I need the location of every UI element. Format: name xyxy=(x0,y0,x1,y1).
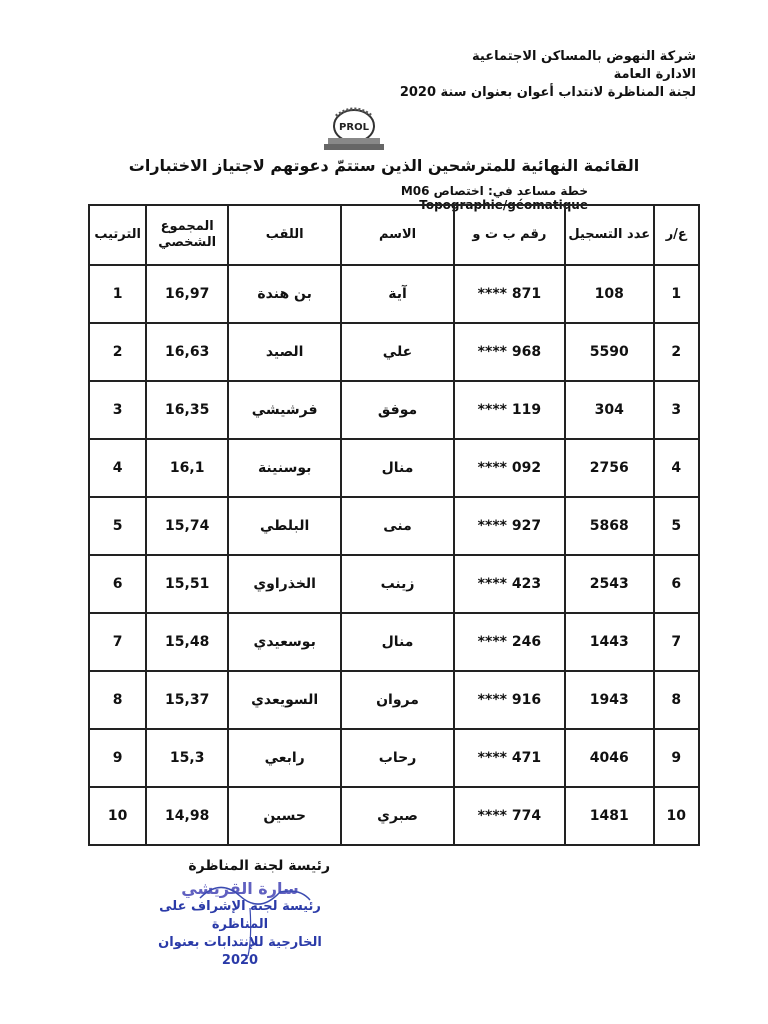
cell-id-number: **** 968 xyxy=(454,323,565,381)
table-header-row xyxy=(89,205,699,265)
cell-rank: 8 xyxy=(89,671,146,729)
table-row xyxy=(89,555,699,613)
cell-no: 4 xyxy=(654,439,700,497)
cell-score: 16,35 xyxy=(146,381,228,439)
signature-title: رئيسة لجنة المناظرة xyxy=(188,858,330,874)
cell-registration: 1443 xyxy=(565,613,654,671)
cell-first-name: موفق xyxy=(341,381,454,439)
cell-first-name: منال xyxy=(341,613,454,671)
cell-first-name: منال xyxy=(341,439,454,497)
cell-score: 15,74 xyxy=(146,497,228,555)
company-header xyxy=(376,48,696,102)
cell-score: 14,98 xyxy=(146,787,228,845)
header-id-number: رقم ب ت و xyxy=(454,205,565,265)
header-no: ع/ر xyxy=(654,205,700,265)
cell-id-number: **** 119 xyxy=(454,381,565,439)
cell-surname: حسين xyxy=(228,787,341,845)
cell-surname: بوسنينة xyxy=(228,439,341,497)
cell-id-number: **** 916 xyxy=(454,671,565,729)
cell-surname: فرشيشي xyxy=(228,381,341,439)
cell-score: 15,48 xyxy=(146,613,228,671)
table-row xyxy=(89,613,699,671)
cell-registration: 5590 xyxy=(565,323,654,381)
cell-id-number: **** 423 xyxy=(454,555,565,613)
cell-id-number: **** 774 xyxy=(454,787,565,845)
department-name: الادارة العامة xyxy=(613,67,696,82)
stamp-name: سارة القريشي xyxy=(181,879,299,898)
cell-rank: 3 xyxy=(89,381,146,439)
cell-no: 1 xyxy=(654,265,700,323)
table-row xyxy=(89,671,699,729)
cell-registration: 5868 xyxy=(565,497,654,555)
cell-surname: البلطي xyxy=(228,497,341,555)
cell-first-name: زينب xyxy=(341,555,454,613)
table-row xyxy=(89,787,699,845)
cell-id-number: **** 092 xyxy=(454,439,565,497)
cell-first-name: مروان xyxy=(341,671,454,729)
cell-surname: بوسعيدي xyxy=(228,613,341,671)
stamp-line-2: الخارجية للإنتدابات بعنوان 2020 xyxy=(158,935,322,968)
cell-registration: 108 xyxy=(565,265,654,323)
cell-no: 5 xyxy=(654,497,700,555)
cell-surname: الصيد xyxy=(228,323,341,381)
cell-rank: 4 xyxy=(89,439,146,497)
cell-registration: 2756 xyxy=(565,439,654,497)
specialty-prefix: خطة مساعد في: اختصاص xyxy=(433,184,588,198)
cell-rank: 7 xyxy=(89,613,146,671)
cell-no: 8 xyxy=(654,671,700,729)
cell-no: 9 xyxy=(654,729,700,787)
cell-registration: 304 xyxy=(565,381,654,439)
header-first-name: الاسم xyxy=(341,205,454,265)
cell-id-number: **** 927 xyxy=(454,497,565,555)
cell-score: 15,51 xyxy=(146,555,228,613)
cell-surname: بن هندة xyxy=(228,265,341,323)
cell-rank: 1 xyxy=(89,265,146,323)
cell-first-name: رحاب xyxy=(341,729,454,787)
cell-score: 15,3 xyxy=(146,729,228,787)
stamp-line-1: رئيسة لجنة الإشراف على المناظرة xyxy=(159,899,321,932)
cell-first-name: علي xyxy=(341,323,454,381)
cell-score: 16,97 xyxy=(146,265,228,323)
cell-rank: 9 xyxy=(89,729,146,787)
cell-score: 16,63 xyxy=(146,323,228,381)
header-surname: اللقب xyxy=(228,205,341,265)
cell-surname: الخذراوي xyxy=(228,555,341,613)
cell-first-name: منى xyxy=(341,497,454,555)
committee-name: لجنة المناظرة لانتداب أعوان بعنوان سنة 2020 xyxy=(399,85,696,100)
cell-id-number: **** 471 xyxy=(454,729,565,787)
cell-id-number: **** 246 xyxy=(454,613,565,671)
cell-first-name: صبري xyxy=(341,787,454,845)
header-score: المجموع الشخصي xyxy=(146,205,228,265)
cell-registration: 1943 xyxy=(565,671,654,729)
cell-no: 2 xyxy=(654,323,700,381)
cell-registration: 1481 xyxy=(565,787,654,845)
cell-no: 10 xyxy=(654,787,700,845)
page-title: القائمة النهائية للمترشحين الذين ستتمّ دعوتهم لاجتياز الاختبارات xyxy=(128,156,640,175)
table-row xyxy=(89,323,699,381)
cell-registration: 4046 xyxy=(565,729,654,787)
header-rank: الترتيب xyxy=(89,205,146,265)
company-logo xyxy=(322,100,386,156)
cell-rank: 6 xyxy=(89,555,146,613)
table-row xyxy=(89,381,699,439)
table-row xyxy=(89,265,699,323)
cell-score: 16,1 xyxy=(146,439,228,497)
header-registration: عدد التسجيل xyxy=(565,205,654,265)
specialty-code: M06 Topographie/géomatique xyxy=(400,184,588,212)
cell-surname: رابعي xyxy=(228,729,341,787)
cell-id-number: **** 871 xyxy=(454,265,565,323)
cell-no: 6 xyxy=(654,555,700,613)
cell-first-name: آية xyxy=(341,265,454,323)
logo-text: PROL xyxy=(339,122,369,133)
cell-no: 7 xyxy=(654,613,700,671)
table-row xyxy=(89,439,699,497)
candidates-table xyxy=(88,204,700,846)
cell-registration: 2543 xyxy=(565,555,654,613)
table-row xyxy=(89,497,699,555)
handwritten-signature xyxy=(190,878,320,958)
table-row xyxy=(89,729,699,787)
cell-no: 3 xyxy=(654,381,700,439)
company-name: شركة النهوض بالمساكن الاجتماعية xyxy=(472,49,696,64)
cell-surname: السويعدي xyxy=(228,671,341,729)
cell-rank: 5 xyxy=(89,497,146,555)
cell-rank: 10 xyxy=(89,787,146,845)
cell-rank: 2 xyxy=(89,323,146,381)
cell-score: 15,37 xyxy=(146,671,228,729)
